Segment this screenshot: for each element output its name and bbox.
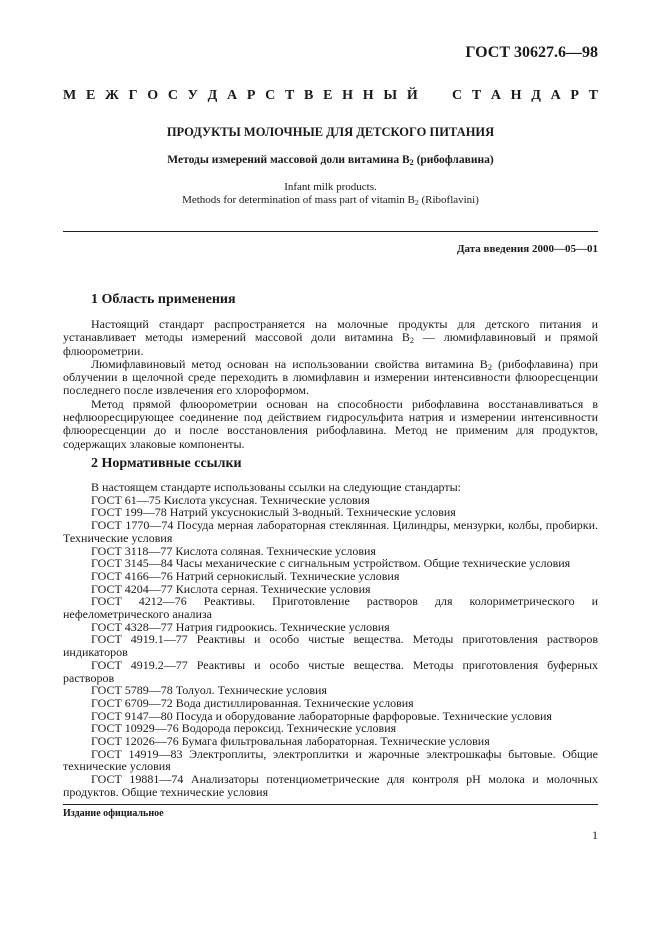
banner-letter: Ы <box>383 88 398 103</box>
banner-letter: А <box>490 88 501 103</box>
document-code: ГОСТ 30627.6—98 <box>465 44 598 61</box>
banner-letter: Н <box>362 88 374 103</box>
english-title-line: Infant milk products. <box>284 181 377 193</box>
subscript: 2 <box>409 158 414 167</box>
reference-item: ГОСТ 4212—76 Реактивы. Приготовление растворов для колориметрического и нефелометрического анализа <box>63 594 598 622</box>
banner-letter: Т <box>588 88 598 103</box>
paragraph: Метод прямой флюорометрии основан на способности рибофлавина восстанавливаться в нефлюоресцирующее соединение под действием гидросульфита натрия и измерении интенсивности флюоресценции до и после восстановления рибофлавина. Метод не применим для продуктов, содержащих злаковые компоненты. <box>63 396 598 451</box>
reference-item: ГОСТ 61—75 Кислота уксусная. Технические условия <box>91 492 370 507</box>
banner-letter: О <box>147 88 159 103</box>
references-list <box>63 481 598 799</box>
document-title: ПРОДУКТЫ МОЛОЧНЫЕ ДЛЯ ДЕТСКОГО ПИТАНИЯ <box>166 125 495 139</box>
banner-letter: Н <box>510 88 522 103</box>
banner-letter: Е <box>85 88 96 103</box>
document-subtitle <box>63 154 598 166</box>
page-number: 1 <box>592 828 598 842</box>
reference-item: ГОСТ 4204—77 Кислота серная. Технические условия <box>91 581 371 596</box>
reference-item: ГОСТ 19881—74 Анализаторы потенциометрические для контроля pH молока и молочных продуктов. Общие технические условия <box>63 772 598 799</box>
reference-item: ГОСТ 199—78 Натрий уксуснокислый 3-водный. Технические условия <box>91 505 456 520</box>
banner-letter: С <box>265 88 276 103</box>
reference-item: ГОСТ 4919.1—77 Реактивы и особо чистые вещества. Методы приготовления растворов индикаторов <box>63 632 598 660</box>
reference-item: ГОСТ 10929—76 Водорода пероксид. Технические условия <box>91 721 397 736</box>
banner-letter: Ж <box>105 88 119 103</box>
english-title <box>63 181 598 207</box>
subscript: 2 <box>414 198 419 207</box>
banner-letter: Й <box>406 88 418 103</box>
paragraph: Люмифлавиновый метод основан на использовании свойства витамина $B_2$ (рибофлавина) при облучении в щелочной среде переходить в люмифлавин и измерении интенсивности флюоресценции последнего после извлечения его хлороформом. <box>63 356 598 398</box>
subscript: 2 <box>487 362 492 372</box>
banner-letter: А <box>550 88 561 103</box>
effective-date: Дата введения 2000—05—01 <box>456 243 598 255</box>
english-title-line: Methods for determination of mass part of vitamin $B_2$ (Riboflavini) <box>182 194 479 207</box>
banner-letter: Р <box>246 88 256 103</box>
divider <box>63 804 598 805</box>
subscript: 2 <box>409 336 415 346</box>
banner-letter: Д <box>531 88 541 103</box>
subtitle-text: Методы измерений массовой доли витамина B <box>167 154 410 166</box>
banner-letter: Т <box>284 88 295 103</box>
banner-letter: У <box>187 88 198 103</box>
subtitle-text-end: (рибофлавина) <box>413 154 494 166</box>
reference-item: ГОСТ 14919—83 Электроплиты, электроплитки и жарочные электрошкафы бытовые. Общие технические условия <box>63 746 598 774</box>
banner-letter: Р <box>570 88 579 103</box>
banner-letter: Г <box>128 88 138 103</box>
banner-letter: А <box>227 88 238 103</box>
edition-note: Издание официальное <box>63 808 164 819</box>
divider <box>63 231 598 232</box>
paragraph: Настоящий стандарт распространяется на молочные продукты для детского питания и устанавливает методы измерений массовой доли витамина $B_2$ — люмифлавиновый и прямой флюорометрии. <box>63 317 599 358</box>
interstate-standard-banner <box>63 88 598 104</box>
reference-item: ГОСТ 9147—80 Посуда и оборудование лабораторные фарфоровые. Технические условия <box>91 708 552 723</box>
banner-letter: Е <box>323 88 333 103</box>
reference-item: ГОСТ 6709—72 Вода дистиллированная. Технические условия <box>91 695 414 710</box>
reference-item: ГОСТ 12026—76 Бумага фильтровальная лабораторная. Технические условия <box>91 734 490 749</box>
reference-item: ГОСТ 3118—77 Кислота соляная. Технические условия <box>91 543 376 558</box>
reference-item: ГОСТ 3145—84 Часы механические с сигнальным устройством. Общие технические условия <box>91 556 571 571</box>
section-body <box>63 318 598 451</box>
reference-item: ГОСТ 4166—76 Натрий сернокислый. Технические условия <box>91 568 400 583</box>
paragraph: В настоящем стандарте использованы ссылки на следующие стандарты: <box>91 480 462 494</box>
reference-item: ГОСТ 5789—78 Толуол. Технические условия <box>91 683 327 698</box>
standard-word <box>452 88 598 104</box>
banner-letter: С <box>452 88 463 103</box>
reference-item: ГОСТ 1770—74 Посуда мерная лабораторная стеклянная. Цилиндры, мензурки, колбы, пробирки. Технические условия <box>63 518 598 545</box>
reference-item: ГОСТ 4919.2—77 Реактивы и особо чистые вещества. Методы приготовления буферных растворов <box>63 657 598 685</box>
banner-letter: М <box>63 88 77 103</box>
banner-letter: Н <box>342 88 354 103</box>
interstate-word <box>63 88 418 104</box>
banner-letter: Д <box>207 88 218 103</box>
reference-item: ГОСТ 4328—77 Натрия гидроокись. Технические условия <box>91 619 390 634</box>
banner-letter: В <box>304 88 314 103</box>
banner-letter: С <box>167 88 178 103</box>
banner-letter: Т <box>471 88 482 103</box>
section-heading: 1 Область применения <box>91 292 236 307</box>
section-heading: 2 Нормативные ссылки <box>91 456 242 471</box>
